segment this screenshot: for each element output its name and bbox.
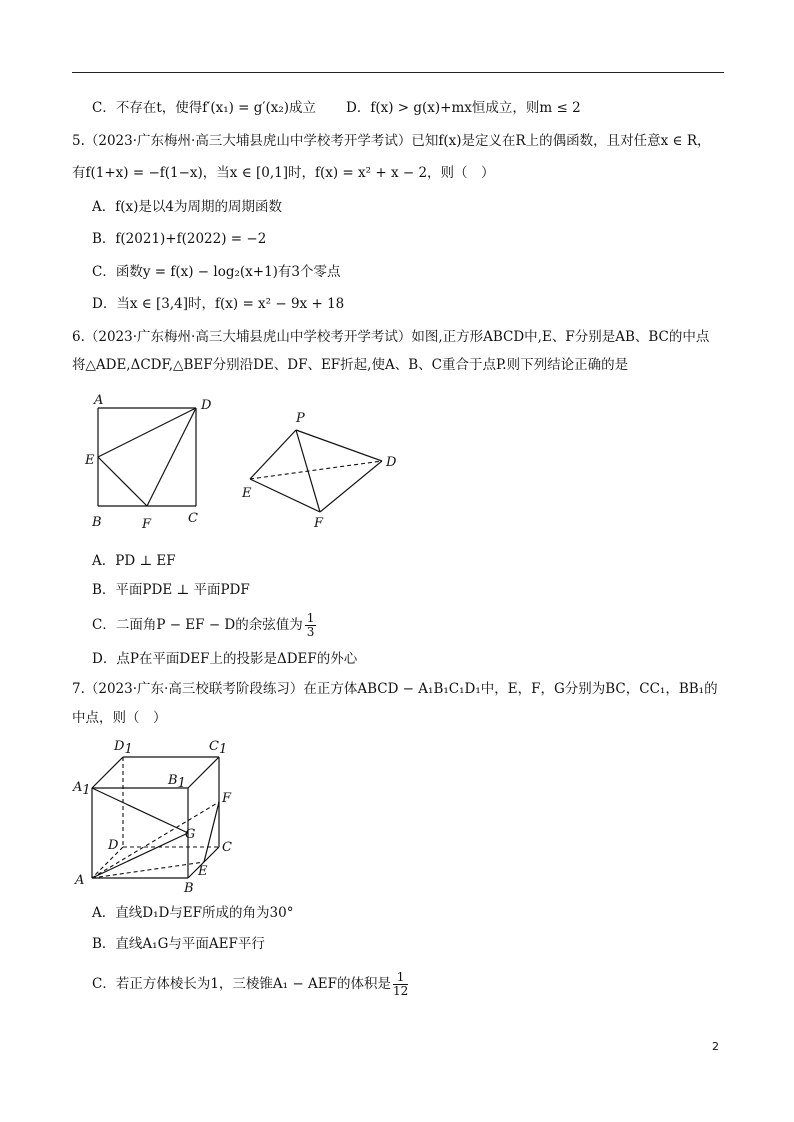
q5-option-b: B．f(2021)+f(2022) = −2 <box>92 231 267 247</box>
cube-label-f: F <box>222 791 232 806</box>
q5-stem-line1: 5.（2023·广东梅州·高三大埔县虎山中学校考开学考试）已知f(x)是定义在R上的偶函数，且对任意x ∈ R， <box>72 133 711 149</box>
q5-option-c: C．函数y = f(x) − log₂(x+1)有3个零点 <box>92 264 341 280</box>
prev-option-c: C．不存在t，使得f′(x₁) = g′(x₂)成立 <box>92 100 317 116</box>
fig2-label-d: D <box>386 455 397 470</box>
q6-stem-line1: 6.（2023·广东梅州·高三大埔县虎山中学校考开学考试）如图,正方形ABCD中,E、F分别是AB、BC的中点 <box>72 329 710 345</box>
cube-label-a: A <box>75 873 85 888</box>
cube-label-a1: A1 <box>73 780 91 798</box>
q7-option-a: A．直线D₁D与EF所成的角为30° <box>92 905 294 921</box>
q7-stem-line1: 7.（2023·广东·高三校联考阶段练习）在正方体ABCD − A₁B₁C₁D₁中，E，F，G分别为BC，CC₁，BB₁的 <box>72 681 718 697</box>
fig2-label-f: F <box>314 516 324 531</box>
header-rule <box>72 72 724 73</box>
fig2-label-p: P <box>296 411 305 426</box>
cube-label-b1: B1 <box>168 773 186 791</box>
q5-option-d: D．当x ∈ [3,4]时，f(x) = x² − 9x + 18 <box>92 296 345 312</box>
q6-option-c-text: C．二面角P − EF − D的余弦值为 <box>92 617 303 633</box>
fig1-label-c: C <box>188 511 198 526</box>
fig2-label-e: E <box>242 486 252 501</box>
page-number: 2 <box>712 1040 719 1053</box>
q7-option-c <box>92 971 410 998</box>
q6-option-c-fraction <box>305 612 317 639</box>
q6-square-figure <box>80 388 220 533</box>
q6-fraction-numerator: 1 <box>306 611 315 625</box>
q7-stem-line2: 中点，则（ ） <box>72 710 167 726</box>
q6-tetrahedron-figure <box>236 405 406 535</box>
q7-option-c-text: C．若正方体棱长为1，三棱锥A₁ − AEF的体积是 <box>92 976 391 992</box>
cube-label-d: D <box>108 838 119 853</box>
q6-option-b: B．平面PDE ⊥ 平面PDF <box>92 582 250 598</box>
q6-fraction-denominator: 3 <box>306 625 315 639</box>
q6-option-d: D．点P在平面DEF上的投影是ΔDEF的外心 <box>92 651 358 667</box>
cube-label-c: C <box>222 840 232 855</box>
fig1-label-b: B <box>92 515 102 530</box>
q6-option-c <box>92 612 318 639</box>
q5-option-a: A．f(x)是以4为周期的周期函数 <box>92 199 282 215</box>
q7-option-c-fraction <box>393 971 408 998</box>
q5-stem-line2: 有f(1+x) = −f(1−x)，当x ∈ [0,1]时，f(x) = x² + x − 2，则（ ） <box>72 165 495 181</box>
cube-label-b: B <box>184 881 194 896</box>
q6-option-a: A．PD ⊥ EF <box>92 553 176 569</box>
q7-option-b: B．直线A₁G与平面AEF平行 <box>92 936 265 952</box>
q7-fraction-numerator: 1 <box>393 971 408 985</box>
cube-label-g: G <box>185 827 196 842</box>
q6-stem-line2: 将△ADE,ΔCDF,△BEF分别沿DE、DF、EF折起,使A、B、C重合于点P.则下列结论正确的是 <box>72 357 629 373</box>
fig1-label-a: A <box>94 393 104 408</box>
prev-option-d: D．f(x) > g(x)+mx恒成立，则m ≤ 2 <box>346 100 581 116</box>
fig1-label-f: F <box>142 517 152 532</box>
fig1-label-d: D <box>201 398 212 413</box>
cube-label-d1: D1 <box>114 739 133 757</box>
q7-fraction-denominator: 12 <box>392 984 409 998</box>
fig1-label-e: E <box>85 453 95 468</box>
cube-label-e: E <box>198 864 208 879</box>
q7-cube-figure <box>70 732 250 902</box>
cube-label-c1: C1 <box>209 739 228 757</box>
